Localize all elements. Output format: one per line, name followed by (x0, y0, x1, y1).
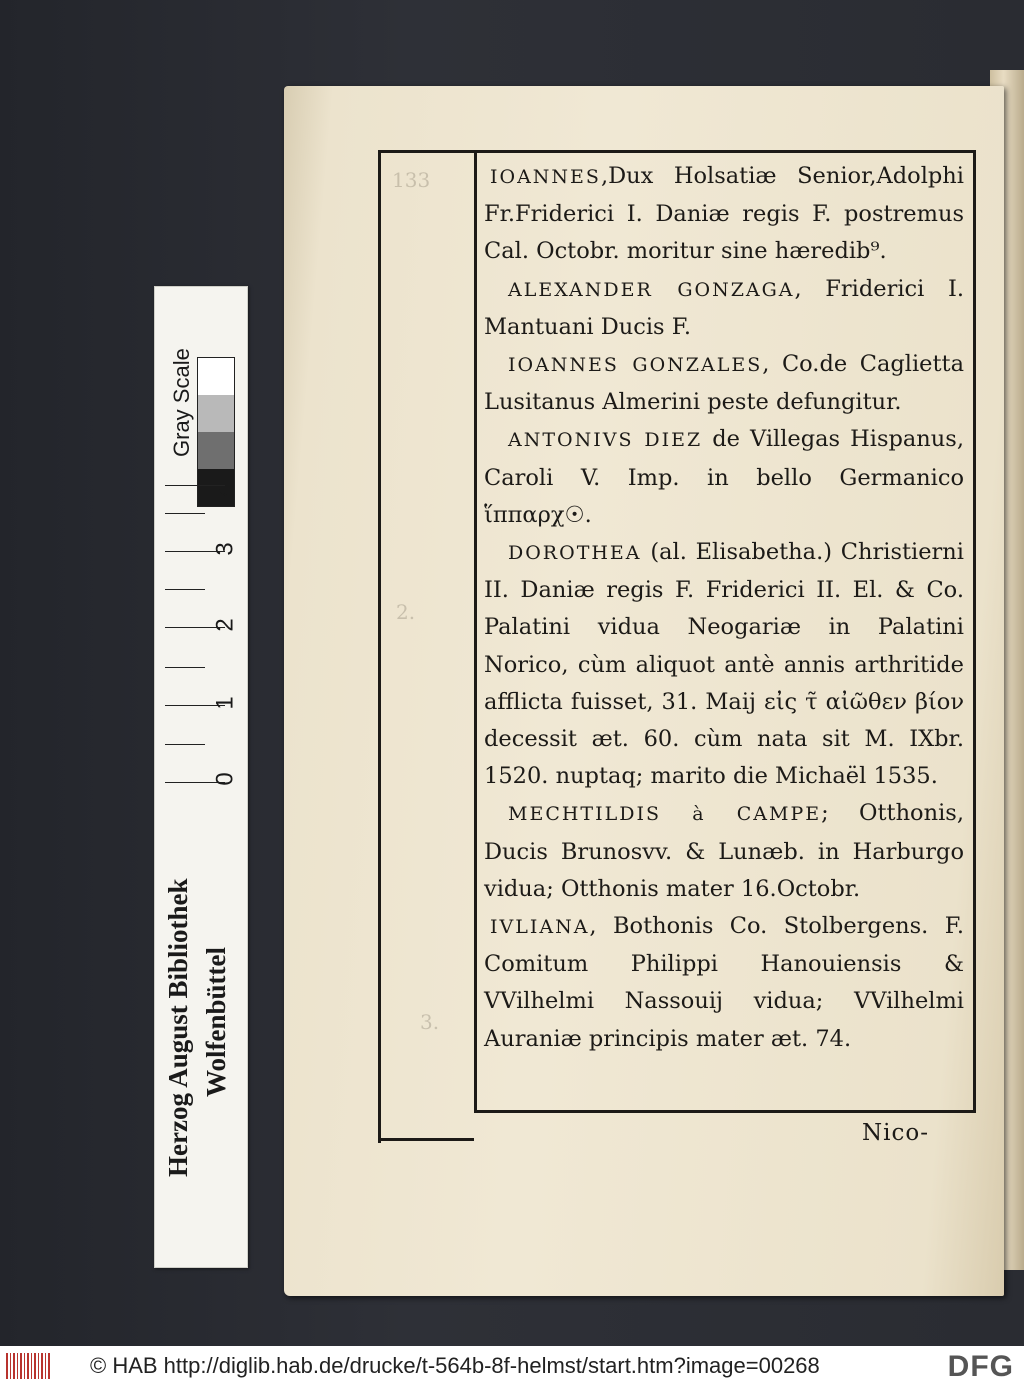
show-through-decoration: 133 (392, 168, 431, 192)
show-through-decoration: 2. (396, 600, 416, 624)
scale-ruler (154, 286, 248, 1268)
entry-text: de Villegas Hispanus, Caroli V. Imp. in bello Germanico ἵππαρχ☉. (484, 426, 964, 528)
entry (484, 908, 964, 1058)
library-city: Wolfenbüttel (201, 946, 231, 1097)
ruler-number: 0 (211, 772, 239, 786)
entry-name: IVLIANA (490, 916, 590, 939)
gray-tone-swatch (198, 432, 234, 469)
entry-name: IOANNES GONZALES (508, 354, 763, 377)
catchword: Nico- (862, 1120, 929, 1146)
entry-text: ; Otthonis, Ducis Brunosvv. & Lunæb. in Harburgo vidua; Otthonis mater 16.Octobr. (484, 800, 964, 902)
entry (484, 346, 964, 421)
ruler-number: 1 (211, 696, 239, 710)
entry (484, 534, 964, 795)
entry-name: ANTONIVS DIEZ (508, 429, 703, 452)
footer-bar (0, 1346, 1024, 1386)
ruler-tick (165, 667, 205, 668)
show-through-decoration: 3. (420, 1010, 440, 1034)
dfg-logo: DFG (947, 1350, 1014, 1383)
ruler-tick (165, 589, 205, 590)
entry (484, 795, 964, 908)
copyright-link[interactable]: © HAB http://diglib.hab.de/drucke/t-564b-8f-helmst/start.htm?image=00268 (90, 1353, 820, 1378)
gray-scale-label: Gray Scale (169, 348, 194, 457)
entry-text: , Friderici I. Mantuani Ducis F. (484, 275, 964, 340)
barcode-icon (6, 1353, 50, 1379)
page-frame-rule (378, 1138, 474, 1141)
entry-text: (al. Elisabetha.) Christierni II. Daniæ regis F. Friderici II. El. & Co. Palatini vidua Neogariæ in Palatini Norico, cùm aliquot antè annis arthritide afflicta fuisset, 31. Maij εἰς τ̃ αἰῶθεν βίον decessit æt. 60. cùm nata sit M. IXbr. 1520. nuptaq; marito die Michaël 1535. (484, 539, 964, 790)
ruler-number: 4 (211, 484, 239, 498)
page-text (484, 158, 964, 1058)
entry (484, 158, 964, 271)
library-name: Herzog August Bibliothek (163, 878, 193, 1177)
entry-name: DOROTHEA (508, 542, 642, 565)
entry-text: , Bothonis Co. Stolbergens. F. Comitum Philippi Hanouiensis & VVilhelmi Nassouij vidua; VVilhelmi Auraniæ principis mater æt. 74. (484, 913, 964, 1052)
entry (484, 421, 964, 534)
ruler-tick (165, 744, 205, 745)
ruler-number: 2 (211, 618, 239, 632)
entry-text: ,Dux Holsatiæ Senior,Adolphi Fr.Friderici I. Daniæ regis F. postremus Cal. Octobr. moritur sine hæredib⁹. (484, 163, 964, 265)
entry (484, 271, 964, 346)
gray-tone-swatch (198, 395, 234, 432)
entry-text: , Co.de Caglietta Lusitanus Almerini peste defungitur. (484, 351, 964, 416)
entry-name: ALEXANDER GONZAGA (508, 278, 795, 301)
entry-name: MECHTILDIS à CAMPE (508, 803, 822, 826)
ruler-number: 3 (211, 542, 239, 556)
ruler-tick (165, 513, 205, 514)
gray-tone-swatch (198, 358, 234, 395)
entry-name: IOANNES (490, 166, 601, 188)
